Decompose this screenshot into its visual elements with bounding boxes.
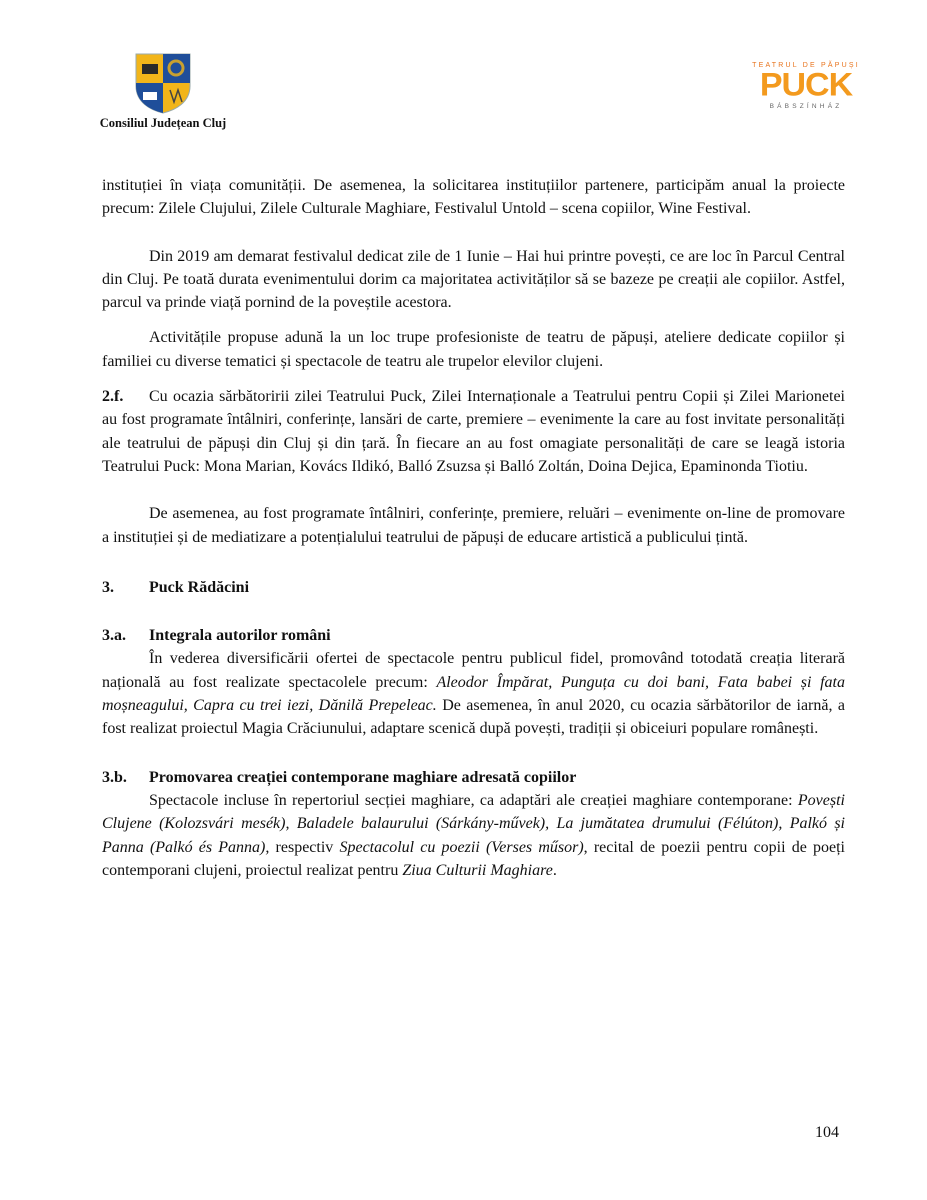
logo-bottom-text: BÁBSZÍNHÁZ <box>769 103 843 110</box>
paragraph-online-events: De asemenea, au fost programate întâlniri, conferințe, premiere, reluări – evenimente on-line de promovare a instituției și de mediatizare a potențialului teatrului de păpuși de educare artistică a publicului țintă. <box>102 505 845 546</box>
event-title: Ziua Culturii Maghiare <box>402 861 553 879</box>
section-3-heading <box>102 576 845 599</box>
page-number: 104 <box>815 1124 839 1141</box>
section-3-number: 3. <box>102 578 114 596</box>
section-3a-title: Integrala autorilor români <box>149 627 331 645</box>
logo-top-text: TEATRUL DE PĂPUȘI <box>752 62 860 69</box>
text-run: respectiv <box>269 838 340 856</box>
section-3a-heading <box>102 624 845 647</box>
section-3b-title: Promovarea creației contemporane maghiare adresată copiilor <box>149 768 577 786</box>
text-run: . <box>552 861 557 879</box>
section-2f <box>102 385 845 478</box>
text-run: În vederea diversificării ofertei de spectacole pentru publicul fidel, promovând totodată creația literară națională au fost realizate spectacolele precum: <box>102 650 845 691</box>
section-3b-text <box>102 789 845 882</box>
paragraph-activities: Activitățile propuse adună la un loc trupe profesioniste de teatru de păpuși, ateliere dedicate copiilor și familiei cu diverse tematici și spectacole de teatru ale trupelor elevilor clujeni. <box>102 329 845 370</box>
coat-of-arms-icon <box>134 52 192 114</box>
logo-main-text: PUCK <box>759 66 853 104</box>
show-titles: Aleodor Împărat, Punguța cu doi bani, Fata babei și fata moșneagului, Capra cu trei iezi, Dănilă Prepeleac. <box>102 673 845 715</box>
section-3b-heading <box>102 766 845 789</box>
section-2f-text: Cu ocazia sărbătoririi zilei Teatrului Puck, Zilei Internaționale a Teatrului pentru Copii și Zilei Marionetei au fost programate întâlniri, conferințe, lansări de carte, premiere – evenimente la care au fost invitate personalități ale teatrului de păpuși din Cluj și din țară. În fiecare an au fost omagiate personalități de care se leagă istoria Teatrului Puck: Mona Marian, Kovács Ildikó, Balló Zsuzsa și Balló Zoltán, Doina Dejica, Epaminonda Tiotiu. <box>102 388 845 475</box>
text-run: De asemenea, în anul 2020, cu ocazia sărbătorilor de iarnă, a fost realizat proiectul Magia Crăciunului, adaptare scenică după povești, tradiții și obiceiuri populare românești. <box>102 697 845 738</box>
section-3a-text <box>102 647 845 740</box>
section-3-title: Puck Rădăcini <box>149 578 250 596</box>
document-body <box>102 174 845 882</box>
show-title: Spectacolul cu poezii (Verses műsor) <box>339 838 584 856</box>
section-3b-number: 3.b. <box>102 768 127 786</box>
show-titles: Povești Clujene (Kolozsvári mesék), Baladele balaurului (Sárkány-művek), La jumătatea drumului (Félúton), Palkó și Panna (Palkó és Panna), <box>102 791 845 856</box>
section-3a-number: 3.a. <box>102 627 126 645</box>
text-run: Spectacole incluse în repertoriul secției maghiare, ca adaptări ale creației maghiare contemporane: <box>149 791 798 809</box>
paragraph-festival: Din 2019 am demarat festivalul dedicat zile de 1 Iunie – Hai hui printre povești, ce are loc în Parcul Central din Cluj. Pe toată durata evenimentului dorim ca majoritatea activităților să se bazeze pe creații ale copiilor. Astfel, parcul va prinde viață pornind de la poveștile acestora. <box>102 247 845 312</box>
paragraph-intro: instituției în viața comunității. De asemenea, la solicitarea instituțiilor partenere, participăm anual la proiecte precum: Zilele Clujului, Zilele Culturale Maghiare, Festivalul Untold – scena copiilor, Wine Festival. <box>102 177 845 218</box>
org-name: Consiliul Județean Cluj <box>99 116 227 130</box>
section-2f-number: 2.f. <box>102 388 124 406</box>
text-run: , recital de poezii pentru copii de poeți contemporani clujeni, proiectul realizat pentru <box>102 838 845 879</box>
puck-theatre-logo <box>748 62 864 110</box>
county-council-logo <box>88 52 238 131</box>
